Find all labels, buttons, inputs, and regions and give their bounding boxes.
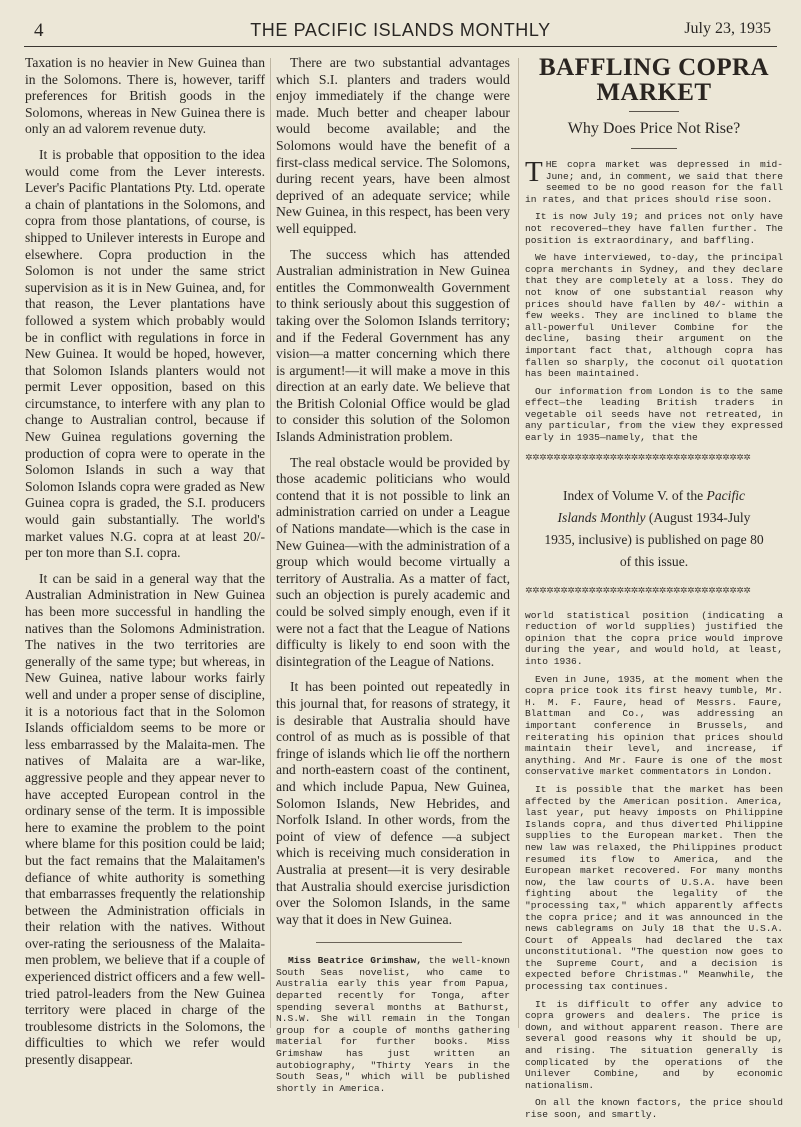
- paragraph: The real obstacle would be provided by those academic politicians who would contend that it is not possible to link an administration carried on under a League of Nations mandate—which is the case in New Guinea—with the administration of a group which would become virtually a territory of Australia. As a matter of fact, such an objection is purely academic and could be solved simply enough, even if it were not a fact that the League of Nations difficulty is likely to end soon with the disintegration of the League of Nations.: [276, 454, 510, 669]
- headline-rule: [629, 111, 679, 112]
- paragraph: It is difficult to offer any advice to copra growers and dealers. The price is down, and without apparent reason. There are several good reasons why it should be up, and rising. The situation generally is complicated by the operations of the Unilever Combine, and by economic nationalism.: [525, 998, 783, 1091]
- article-headline: [525, 55, 783, 105]
- column-3: [525, 55, 783, 1127]
- paragraph-text: Taxation is no heavier in New Guinea than in the Solomons. There is, however, tariff preferences for British goods in the Solomons, whereas in New Guinea there is only an ad valorem revenue duty.: [25, 55, 265, 137]
- paragraph: It is probable that opposition to the idea would come from the Lever interests. Lever's Pacific Plantations Pty. Ltd. operate a chain of plantations in the Solomons, and copra from those plantations, of course, is shipped to Unilever interests in Europe and elsewhere. Copra production in the Solomon is not under the same strict supervision as it is in New Guinea, and, for that reason, the Lever plantations have followed a system which probably would be in conflict with regulations in force in New Guinea. It would be hoped, however, that Solomon Islands planters would not permit Lever opposition, based on this circumstance, to interfere with any plan to change to Australian control, because if New Guinea regulations governing the production of copra were to operate in the Solomon Islands in such a way that Solomon Islands copra were graded as New Guinea copra is graded, the S.I. producers would gain substantially. The world's market values N.G. copra at at least 20/- per ton more than S.I. copra.: [25, 146, 265, 561]
- paragraph: It is possible that the market has been affected by the American position. America, last year, put heavy imposts on Philippine Islands copra, and thus diverted Philippine supplies to the European market. Then the new law was relaxed, the Philippines product resumed its flow to America, and the European market recovered. For many months now, the law courts of U.S.A. have been fighting about the legality of the "processing tax," which apparently affects the copra price; and it was announced in the news cablegrams on July 18 that the U.S.A. Court of Appeals had declared the tax unconstitutional. "The question now goes to the Supreme Court, and a decision is expected before Christmas." Meanwhile, the processing tax continues.: [525, 783, 783, 993]
- paragraph: It can be said in a general way that the Australian Administration in New Guinea has been more successful in handling the natives than the Solomons Administration. The natives in the two territories are generally of the same type; but whereas, in New Guinea, native labour works fairly well and under a proper sense of discipline, it is a notorious fact that in the Solomon Islands officialdom seems to be more or less embarrassed by the Malaita-men. The natives of Malaita are a war-like, aggressive people and they appear never to have accepted European control in the ordinary sense of the term. It is impossible here to examine the problem to the point where blame for this position could be laid; but the fact remains that the Malaitamen's defiance of white authority is something that embarrasses frequently the relationship between the Administration officials in their relation with the natives. Without over-rating the seriousness of the Malaita-men problem, we believe that if a couple of experienced district officers and a few well-tried patrol-leaders from the New Guinea territory were placed in charge of the troublesome districts in the Solomons, the difficulties to which we refer would presently disappear.: [25, 570, 265, 1068]
- paragraph: It has been pointed out repeatedly in this journal that, for reasons of strategy, it is desirable that Australia should have control of as much as is possible of that fringe of islands which lie off the northern and north-eastern coast of the continent, and which include Papua, New Guinea, Solomon Islands, New Hebrides, and Norfolk Island. In other words, from the point of view of defence —a subject which is receiving much consideration in Australia at present—it is very desirable that Australia should exercise jurisdiction over the Solomon Islands, in the same way that it does in New Guinea.: [276, 679, 510, 927]
- article-body-continued: [525, 610, 783, 1121]
- paragraph: The success which has attended Australian administration in New Guinea entitles the Commonwealth Government to think seriously about this suggestion of taking over the Solomon Islands territory; and if the Federal Government has any vision—a matter concerning which there is argument!—it will make a move in this direction at an early date. We believe that the British Colonial Office would be glad to consider this solution of the Solomon Islands Administration problem.: [276, 246, 510, 445]
- note-person-name: Miss Beatrice Grimshaw,: [288, 955, 423, 967]
- paragraph: THE copra market was depressed in mid-June; and, in comment, we said that there seemed to be no good reason for the fall in rates, and that prices should rise soon.: [525, 156, 783, 205]
- headline-line-1: BAFFLING COPRA: [539, 54, 769, 81]
- paragraph: [25, 55, 265, 138]
- paragraph: Our information from London is to the same effect—the leading British traders in vegetable oil seeds have not retreated, in any particular, from the view they expressed early in 1935—namely, that the: [525, 385, 783, 444]
- article-subhead: Why Does Price Not Rise?: [567, 120, 741, 137]
- column-divider: [270, 58, 271, 1028]
- drop-cap: T: [525, 156, 543, 188]
- article-body: [525, 156, 783, 444]
- note-text: the well-known South Seas novelist, who came to Australia early this year from Papua, departed recently for Tonga, after spending several months at Bathurst, N.S.W. She will remain in the Tongan group for a couple of months gathering material for further books. Miss Grimshaw has just written an autobiography, "Thirty Years in the South Seas," which will be published shortly in America.: [276, 955, 510, 1094]
- headline-line-2: MARKET: [596, 79, 712, 106]
- page-header: [24, 14, 777, 47]
- paragraph: world statistical position (indicating a reduction of world supplies) justified the opinion that the copra price would improve during the year, and would hold, at least, into 1936.: [525, 609, 783, 668]
- subhead-rule: [631, 148, 677, 149]
- issue-date: July 23, 1935: [684, 20, 771, 37]
- page-number: 4: [34, 20, 44, 41]
- ornament-rule: ✲✲✲✲✲✲✲✲✲✲✲✲✲✲✲✲✲✲✲✲✲✲✲✲✲✲✲✲✲✲✲✲: [525, 453, 751, 463]
- ornament-rule: ✲✲✲✲✲✲✲✲✲✲✲✲✲✲✲✲✲✲✲✲✲✲✲✲✲✲✲✲✲✲✲✲: [525, 586, 751, 596]
- paragraph: We have interviewed, to-day, the principal copra merchants in Sydney, and they declare that they are completely at a loss. They do not know of one substantial reason why prices should have fallen by 40/- within a few weeks. They are inclined to blame the all-powerful Unilever Combine for the decline, basing their argument on the important fact that, although copra has fallen so sharply, the coconut oil quotation has been maintained.: [525, 252, 783, 380]
- index-notice: Index of Volume V. of the Pacific Islands Monthly (August 1934-July 1935, inclusive) is published on page 80 of this issue.: [544, 487, 764, 569]
- paragraph: It is now July 19; and prices not only have not recovered—they have fallen further. The position is extraordinary, and baffling.: [525, 211, 783, 246]
- section-separator: [316, 942, 462, 943]
- paragraph: On all the known factors, the price should rise soon, and smartly.: [525, 1097, 783, 1120]
- column-2: [276, 55, 510, 1094]
- news-note: [276, 955, 510, 1094]
- paragraph: Even in June, 1935, at the moment when the copra price took its first heavy tumble, Mr. H. M. F. Faure, head of Messrs. Faure, Blattman and Co., was addressing an important conference in Brussels, and reiterating his opinion that prices should maintain their level, and increase, if anything. And Mr. Faure is one of the most conservative market commentators in London.: [525, 673, 783, 778]
- paragraph: There are two substantial advantages which S.I. planters and traders would enjoy immediately if the change were made. Much better and cheaper labour would become available; and the Solomons would have the benefit of a first-class medical service. The Solomons, during recent years, have been almost deprived of an adequate service; while New Guinea, in this respect, has been very well equipped.: [276, 55, 510, 236]
- column-1: [25, 55, 265, 1078]
- column-divider: [518, 58, 519, 1028]
- masthead: THE PACIFIC ISLANDS MONTHLY: [250, 20, 551, 40]
